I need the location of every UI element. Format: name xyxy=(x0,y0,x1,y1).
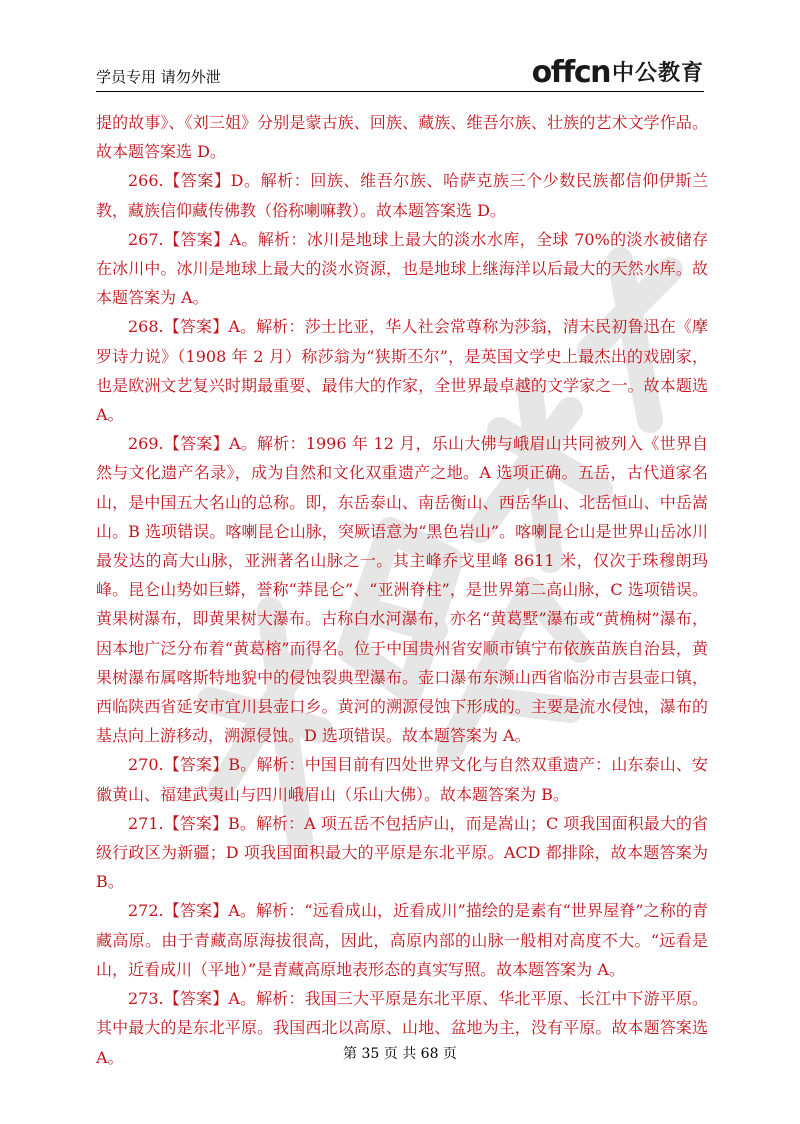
answer-272: 272.【答案】A。解析：“远看成山，近看成川”描绘的是素有“世界屋脊”之称的青藏高原。由于青藏高原海拔很高，因此，高原内部的山脉一般相对高度不大。“远看是山，近看成川（平地）”是青藏高原地表形态的真实写照。故本题答案为 A。 xyxy=(96,901,708,979)
page-footer: 第 35 页 共 68 页 xyxy=(343,1046,457,1062)
answer-271: 271.【答案】B。解析：A 项五岳不包括庐山，而是嵩山；C 项我国面积最大的省级行政区为新疆；D 项我国面积最大的平原是东北平原。ACD 都排除，故本题答案为 B。 xyxy=(96,813,708,892)
header-notice: 学员专用 请勿外泄 xyxy=(96,68,221,86)
answer-273: 273.【答案】A。解析：我国三大平原是东北平原、华北平原、长江中下游平原。其中最大的是东北平原。我国西北以高原、山地、盆地为主，没有平原。故本题答案选 A。 xyxy=(96,989,708,1067)
answer-268: 268.【答案】A。解析：莎士比亚，华人社会常尊称为莎翁，清末民初鲁迅在《摩罗诗力说》（1908 年 2 月）称莎翁为“狭斯丕尔”，是英国文学史上最杰出的戏剧家，也是欧洲文艺复兴时期最重要、最伟大的作家，全世界最卓越的文学家之一。故本题选 A。 xyxy=(96,317,708,425)
answer-content xyxy=(96,108,708,1072)
logo-chinese-name: 中公教育 xyxy=(611,61,704,86)
page-header xyxy=(96,55,704,92)
paragraph-continuation: 提的故事》、《刘三姐》分别是蒙古族、回族、藏族、维吾尔族、壮族的艺术文学作品。故本题答案选 D。 xyxy=(96,113,708,162)
offcn-logo xyxy=(532,56,704,88)
answer-267: 267.【答案】A。解析：冰川是地球上最大的淡水水库，全球 70%的淡水被储存在冰川中。冰川是地球上最大的淡水资源，也是地球上继海洋以后最大的天然水库。故本题答案为 A。 xyxy=(96,229,708,308)
answer-270: 270.【答案】B。解析：中国目前有四处世界文化与自然双重遗产：山东泰山、安徽黄山、福建武夷山与四川峨眉山（乐山大佛）。故本题答案为 B。 xyxy=(96,755,708,804)
logo-wordmark: offcn xyxy=(531,55,610,90)
answer-266: 266.【答案】D。解析：回族、维吾尔族、哈萨克族三个少数民族都信仰伊斯兰教，藏族信仰藏传佛教（俗称喇嘛教）。故本题答案选 D。 xyxy=(96,171,708,220)
header-divider xyxy=(96,91,704,92)
answer-269: 269.【答案】A。解析：1996 年 12 月，乐山大佛与峨眉山共同被列入《世界自然与文化遗产名录》，成为自然和文化双重遗产之地。A 选项正确。五岳，古代道家名山，是中国五大名山的总称。即，东岳泰山、南岳衡山、西岳华山、北岳恒山、中岳嵩山。B 选项错误。喀喇昆仑山脉，突厥语意为“黑色岩山”。喀喇昆仑山是世界山岳冰川最发达的高大山脉，亚洲著名山脉之一。其主峰乔戈里峰 8611 米，仅次于珠穆朗玛峰。昆仑山势如巨蟒，誉称“莽昆仑”、“亚洲脊柱”，是世界第二高山脉，C 选项错误。黄果树瀑布，即黄果树大瀑布。古称白水河瀑布，亦名“黄葛墅”瀑布或“黄桷树”瀑布，因本地广泛分布着“黄葛榕”而得名。位于中国贵州省安顺市镇宁布依族苗族自治县，黄果树瀑布属喀斯特地貌中的侵蚀裂典型瀑布。壶口瀑布东濒山西省临汾市吉县壶口镇，西临陕西省延安市宜川县壶口乡。黄河的溯源侵蚀下形成的。主要是流水侵蚀，瀑布的基点向上游移动，溯源侵蚀。D 选项错误。故本题答案为 A。 xyxy=(96,434,708,746)
